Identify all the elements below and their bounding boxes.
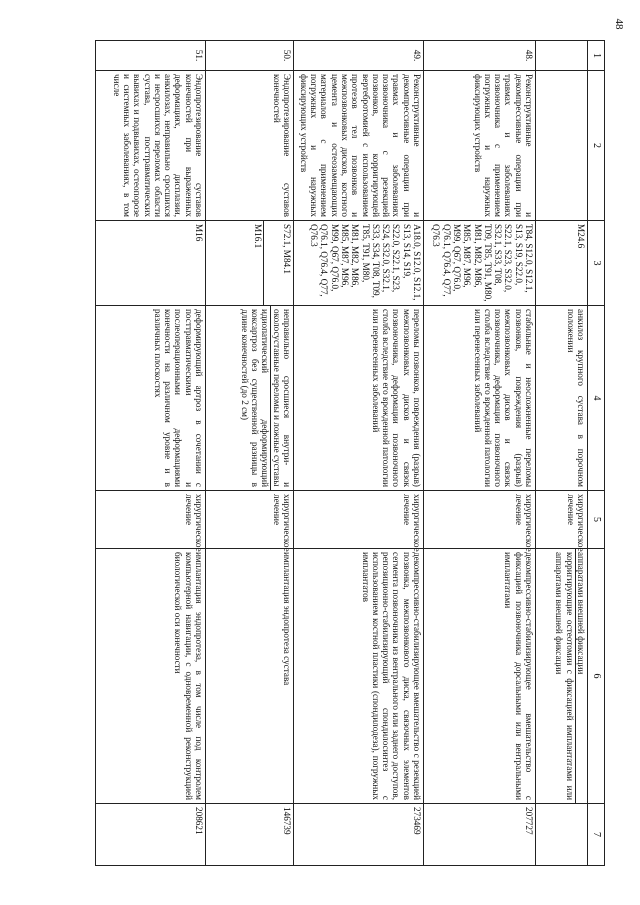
row-code: M24.6 [536,221,588,306]
header-col-7: 7 [588,804,605,866]
table-row [206,41,294,866]
row-model: стабильные и неосложненные переломы позвонков, повреждения (разрыв) межпозвонковых дисков и связок позвоночника, деформации позвоночного столба вследствие его врожденной патологии или перенесенных заболеваний [424,306,536,491]
header-col-3: 3 [588,221,605,306]
row-method: имплантация эндопротеза сустава [206,549,294,804]
row-model [206,306,294,491]
row-model: деформирующий артроз в сочетании с посттравматическими и послеоперационными деформациями конечности на различном уровне и в различных плоскостях [96,306,206,491]
row-code: A18.0, S12.0, S12.1, S13, S14, S19, S22.0, S22.1, S23, S24, S32.0, S32.1, S33, S34, T08, T09, T85, T91, M80, M81, M82, M86, M85, M87, M96, M99, Q67, Q76.0, Q76.1, Q76.4, Q77, Q76.3 [294,221,424,306]
row-method [536,549,588,804]
row-code: T84, S12.0, S12.1, S13, S19, S22.0, S22.1, S23, S32.0, S32.1, S33, T08, T09, T85, T91, M80, M81, M82, M86, M85, M87, M96, M99, Q67, Q76.0, Q76.1, Q76.4, Q77, Q76.3 [424,221,536,306]
row-number: 49. [294,41,424,71]
row-treatment: хирургическое лечение [294,491,424,549]
row-name: Эндопротезирование суставов конечностей при выраженных деформациях, дисплазии, анкилозах, неправильно сросшихся и несросшихся переломах области сустава, посттравматических вывихах и подвывихах, остеопорозе и системных заболеваниях, в том числе [96,71,206,221]
row-treatment: хирургическое лечение [96,491,206,549]
header-col-6: 6 [588,549,605,804]
row-model-part-a: неправильно сросшиеся внутри- и околосуставные переломы и ложные суставы [271,309,292,487]
table-row [536,41,588,866]
row-cost: 208621 [96,804,206,866]
header-col-5: 5 [588,491,605,549]
page-number: 48 [613,18,625,30]
header-col-1: 1 [588,41,605,71]
row-method-part-b: корригирующие остеотомии с фиксацией имплантатами или аппаратами внешней фиксации [554,549,576,803]
row-name [536,71,588,221]
row-code [206,221,294,306]
row-cost: 146739 [206,804,294,866]
table-row [96,41,206,866]
row-number: 51. [96,41,206,71]
row-treatment: хирургическое лечение [206,491,294,549]
row-treatment: хирургическое лечение [536,491,588,549]
row-model: анкилоз крупного сустава в порочном положении [536,306,588,491]
row-number: 48. [424,41,536,71]
header-col-4: 4 [588,306,605,491]
row-name: Реконструктивные и декомпрессивные операции при травмах и заболеваниях позвоночника с резекцией позвонков, корригирующей вертебротомией с использованием протезов тел позвонков и межпозвонковых дисков, костного цемента и остеозамещающих материалов с применением погружных и наружных фиксирующих устройств [294,71,424,221]
row-code-part-b: M16.1 [252,221,263,305]
header-col-2: 2 [588,71,605,221]
row-cost: 273469 [294,804,424,866]
row-cost: 207727 [424,804,536,866]
row-method-part-a: аппаратами внешней фиксации [576,552,586,675]
row-model-part-b: идиопатический деформирующий коксартроз без существенной разницы в длине конечностей (до 2 см) [240,306,272,490]
medical-care-table [95,40,605,866]
row-method: имплантация эндопротеза, в том числе под контролем компьютерной навигации, с одновременной реконструкцией биологической оси конечности [96,549,206,804]
table-row [294,41,424,866]
row-code-part-a: S72.1, M84.1 [282,224,292,275]
header-row [588,41,605,866]
row-name: Эндопротезирование суставов конечностей [206,71,294,221]
row-cost [536,804,588,866]
row-name: Реконструктивные и декомпрессивные операции при травмах и заболеваниях позвоночника с применением погружных и наружных фиксирующих устройств [424,71,536,221]
table-row [424,41,536,866]
row-code: M16 [96,221,206,306]
row-model: переломы позвонков, повреждения (разрыв) межпозвонковых дисков и связок позвоночника, деформации позвоночного столба вследствие его врожденной патологии или перенесенных заболеваний [294,306,424,491]
row-number: 50. [206,41,294,71]
row-treatment: хирургическое лечение [424,491,536,549]
row-method: декомпрессивно-стабилизирующее вмешательство с резекцией позвонка, межпозвонкового диска, связочных элементов сегмента позвоночника из вентрального или заднего доступов, репозиционно-стабилизирующий спондилосинтез с использованием костной пластики (спондилодеза), погружных имплантатов [294,549,424,804]
rotated-table-container [95,40,605,865]
row-number [536,41,588,71]
row-method: декомпрессивно-стабилизирующее вмешательство с фиксацией позвоночника дорсальными или вентральными имплантатами [424,549,536,804]
